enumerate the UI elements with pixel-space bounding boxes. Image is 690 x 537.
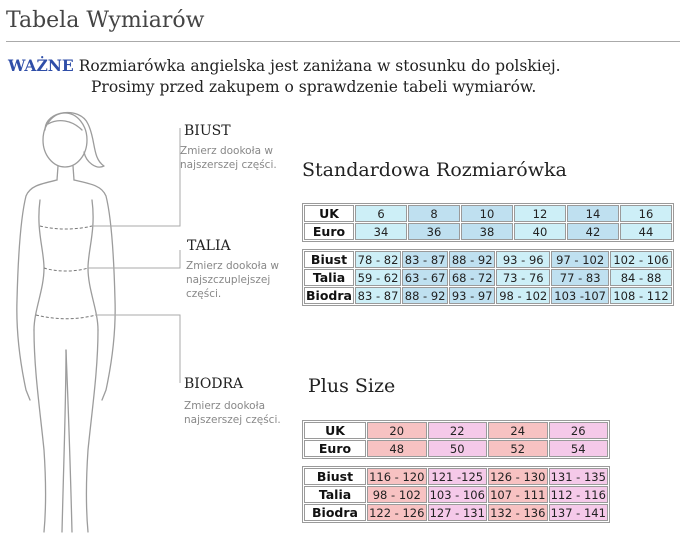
euro-label: Euro xyxy=(304,223,354,240)
table-cell: 48 xyxy=(367,440,427,457)
notice-line-1: Rozmiarówka angielska jest zaniżana w stosunku do polskiej. xyxy=(78,57,561,75)
table-row xyxy=(304,486,608,503)
table-cell: 59 - 62 xyxy=(355,269,401,286)
table-cell: 93 - 96 xyxy=(496,251,550,268)
table-cell: 36 xyxy=(408,223,460,240)
hips-label: Biodra xyxy=(304,287,354,304)
table-cell: 137 - 141 xyxy=(549,504,609,521)
table-row xyxy=(304,205,672,222)
plus-measurement-table xyxy=(302,466,610,523)
table-cell: 103 -107 xyxy=(551,287,609,304)
table-cell: 63 - 67 xyxy=(402,269,448,286)
title-divider xyxy=(6,41,680,42)
plus-size-title: Plus Size xyxy=(308,375,396,397)
table-cell: 102 - 106 xyxy=(610,251,672,268)
table-cell: 26 xyxy=(549,422,609,439)
plus-size-table xyxy=(302,420,610,459)
table-cell: 12 xyxy=(514,205,566,222)
table-row xyxy=(304,440,608,457)
table-cell: 10 xyxy=(461,205,513,222)
table-cell: 84 - 88 xyxy=(610,269,672,286)
table-row xyxy=(304,287,672,304)
table-cell: 22 xyxy=(428,422,488,439)
bust-guide-note-1: Zmierz dookoła w xyxy=(180,145,273,157)
standard-measurement-table xyxy=(302,249,674,306)
table-cell: 44 xyxy=(620,223,672,240)
hips-guide-title: BIODRA xyxy=(184,376,244,392)
table-cell: 38 xyxy=(461,223,513,240)
bust-guide-title: BIUST xyxy=(184,123,231,139)
table-cell: 73 - 76 xyxy=(496,269,550,286)
table-cell: 54 xyxy=(549,440,609,457)
table-cell: 14 xyxy=(567,205,619,222)
table-row xyxy=(304,504,608,521)
notice-label: WAŻNE xyxy=(8,56,74,75)
table-row xyxy=(304,223,672,240)
bust-label: Biust xyxy=(304,251,354,268)
table-cell: 16 xyxy=(620,205,672,222)
table-row xyxy=(304,251,672,268)
uk-label: UK xyxy=(304,205,354,222)
table-cell: 121 -125 xyxy=(428,468,488,485)
standard-size-title: Standardowa Rozmiarówka xyxy=(302,159,567,181)
table-row xyxy=(304,422,608,439)
table-cell: 93 - 97 xyxy=(449,287,495,304)
table-cell: 52 xyxy=(488,440,548,457)
table-cell: 20 xyxy=(367,422,427,439)
bust-label: Biust xyxy=(304,468,366,485)
standard-size-table xyxy=(302,203,674,242)
table-row xyxy=(304,468,608,485)
table-cell: 50 xyxy=(428,440,488,457)
table-cell: 131 - 135 xyxy=(549,468,609,485)
table-cell: 24 xyxy=(488,422,548,439)
table-cell: 107 - 111 xyxy=(488,486,548,503)
hips-guide-note-2: najszerszej części. xyxy=(184,414,281,426)
table-cell: 68 - 72 xyxy=(449,269,495,286)
table-cell: 77 - 83 xyxy=(551,269,609,286)
hips-guide-note-1: Zmierz dookoła xyxy=(184,400,266,412)
table-cell: 98 - 102 xyxy=(367,486,427,503)
waist-guide-note-2: najszczuplejszej xyxy=(186,274,271,286)
table-cell: 108 - 112 xyxy=(610,287,672,304)
table-row xyxy=(304,269,672,286)
bust-guide-note-2: najszerszej części. xyxy=(180,159,277,171)
important-notice xyxy=(8,55,561,98)
table-cell: 6 xyxy=(355,205,407,222)
table-cell: 127 - 131 xyxy=(428,504,488,521)
table-cell: 42 xyxy=(567,223,619,240)
notice-line-2: Prosimy przed zakupem o sprawdzenie tabeli wymiarów. xyxy=(91,78,537,96)
waist-label: Talia xyxy=(304,269,354,286)
waist-guide-note-1: Zmierz dookoła w xyxy=(186,260,279,272)
waist-label: Talia xyxy=(304,486,366,503)
waist-guide-note-3: części. xyxy=(186,288,222,300)
table-cell: 8 xyxy=(408,205,460,222)
table-cell: 83 - 87 xyxy=(355,287,401,304)
table-cell: 78 - 82 xyxy=(355,251,401,268)
table-cell: 97 - 102 xyxy=(551,251,609,268)
table-cell: 122 - 126 xyxy=(367,504,427,521)
table-cell: 88 - 92 xyxy=(449,251,495,268)
uk-label: UK xyxy=(304,422,366,439)
table-cell: 88 - 92 xyxy=(402,287,448,304)
table-cell: 34 xyxy=(355,223,407,240)
hips-label: Biodra xyxy=(304,504,366,521)
table-cell: 116 - 120 xyxy=(367,468,427,485)
euro-label: Euro xyxy=(304,440,366,457)
table-cell: 103 - 106 xyxy=(428,486,488,503)
table-cell: 83 - 87 xyxy=(402,251,448,268)
table-cell: 132 - 136 xyxy=(488,504,548,521)
table-cell: 126 - 130 xyxy=(488,468,548,485)
table-cell: 112 - 116 xyxy=(549,486,609,503)
table-cell: 98 - 102 xyxy=(496,287,550,304)
table-cell: 40 xyxy=(514,223,566,240)
waist-guide-title: TALIA xyxy=(187,238,231,254)
page-title: Tabela Wymiarów xyxy=(6,8,205,33)
